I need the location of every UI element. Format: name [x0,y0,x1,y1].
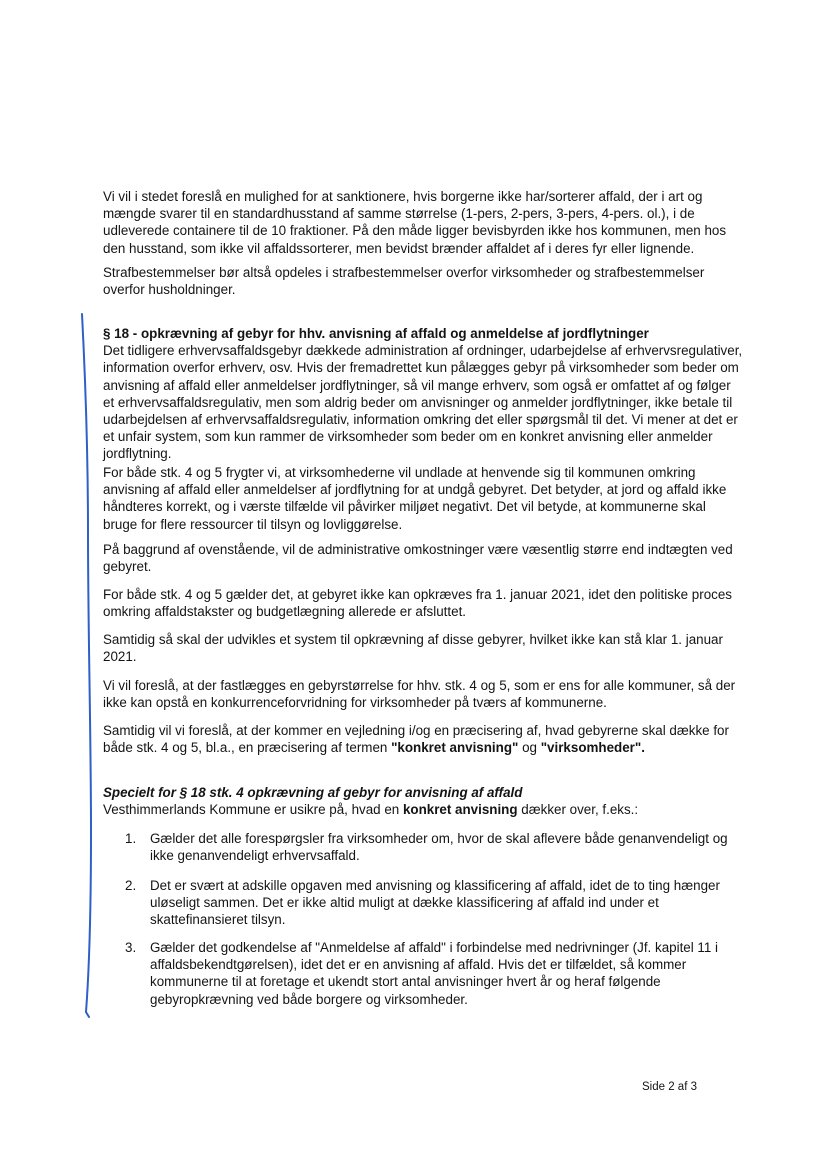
paragraph-fee-timing [103,586,743,620]
section-heading: Specielt for § 18 stk. 4 opkrævning af gebyr for anvisning af affald [103,785,523,800]
text-run: Vesthimmerlands Kommune er usikre på, hvad en [103,802,403,818]
paragraph-sanction-proposal [103,188,743,257]
section-body: Det tidligere erhvervsaffaldsgebyr dækkede administration af ordninger, udarbejdelse af erhvervsregulativer, information overfor erhverv, osv. Hvis der fremadrettet kun pålægges gebyr på virksomheder som beder om anvisning af affald eller anmeldelser jordflytninger, så vil mange erhverv, som også er omfattet af og følger et erhvervsaffaldsregulativ, men som aldrig beder om anvisninger og anmelder jordflytninger, ikke betale til udarbejdelsen af erhvervsaffaldsregulativ, information omkring det eller spørgsmål til det. Vi mener at det er et unfair system, som kun rammer de virksomheder som beder om en konkret anvisning eller anmelder jordflytning. [103,343,743,462]
bold-term: konkret anvisning [402,802,518,818]
text-run: dækker over, f.eks.: [517,802,639,818]
paragraph-text [103,722,743,756]
paragraph-text: For både stk. 4 og 5 gælder det, at gebyret ikke kan opkræves fra 1. januar 2021, idet den politiske proces omkring affaldstakster og budgetlægning allerede er afsluttet. [103,587,732,620]
list-number: 2. [125,878,137,893]
paragraph-text: Samtidig så skal der udvikles et system til opkrævning af disse gebyrer, hvilket ikke kan stå klar 1. januar 2021. [103,632,723,665]
paragraph-text: På baggrund af ovenstående, vil de administrative omkostninger være væsentlig større end indtægten ved gebyret. [103,542,733,575]
paragraph-penalty-split [103,264,743,298]
list-text: Gælder det godkendelse af "Anmeldelse af affald" i forbindelse med nedrivninger (Jf. kapitel 11 i affaldsbekendtgørelsen), idet det er en anvisning af affald. Hvis det er tilfældet, så kommer kommunerne til at foretage et ukendt stort antal anvisninger hvert år og heraf følgende gebyropkrævning ved både borgere og virksomheder. [150,940,719,1007]
list-number: 3. [125,940,137,955]
list-text: Gælder det alle forespørgsler fra virksomheder om, hvor de skal aflevere både genanvendeligt og ikke genanvendeligt erhvervsaffald. [150,831,728,864]
paragraph-stk-concern [103,464,743,533]
page-number: Side 2 af 3 [642,1081,697,1093]
bold-term: "virksomheder". [540,740,645,756]
paragraph-text: Vi vil i stedet foreslå en mulighed for at sanktionere, hvis borgerne ikke har/sorterer affald, der i art og mængde svarer til en standardhusstand af samme størrelse (1-pers, 2-pers, 3-pers, 4-pers. ol.), i de udleverede containere til de 10 fraktioner. På den måde ligger bevisbyrden ikke hos kommunen, men hos den husstand, som ikke vil affaldssorterer, men bevidst brænder affaldet af i deres fyr eller lignende. [103,189,727,256]
paragraph-guidance [103,722,743,756]
paragraph-text: Vi vil foreslå, at der fastlægges en gebyrstørrelse for hhv. stk. 4 og 5, som er ens for alle kommuner, så der ikke kan opstå en konkurrenceforvridning for virksomheder på tværs af kommunerne. [103,678,736,711]
section-intro [103,801,743,818]
paragraph-text: Strafbestemmelser bør altså opdeles i strafbestemmelser overfor virksomheder og strafbestemmelser overfor husholdninger. [103,265,705,298]
section-heading: § 18 - opkrævning af gebyr for hhv. anvisning af affald og anmeldelse af jordflytninger [103,326,649,341]
text-run: og [518,740,541,756]
paragraph-system-development [103,631,743,665]
section-18 [103,325,743,463]
margin-line-mark [78,312,102,1024]
list-number: 1. [125,831,137,846]
text-run: Samtidig vil vi foreslå, at der kommer en vejledning i/og en præcisering af, hvad gebyrerne skal dække for både stk. 4 og 5, bl.a., en præcisering af termen [103,723,729,756]
paragraph-text: For både stk. 4 og 5 frygter vi, at virksomhederne vil undlade at henvende sig til kommunen omkring anvisning af affald eller anmeldelser af jordflytning for at undgå gebyret. Det betyder, at jord og affald ikke håndteres korrekt, og i værste tilfælde vil påvirker miljøet negativt. Det vil betyde, at kommunerne skal bruge for flere ressourcer til tilsyn og lovliggørelse. [103,465,727,532]
paragraph-admin-costs [103,541,743,575]
section-18-stk-4 [103,784,743,818]
bold-term: "konkret anvisning" [391,740,519,756]
list-text: Det er svært at adskille opgaven med anvisning og klassificering af affald, idet de to ting hænger uløseligt sammen. Det er ikke altid muligt at dække klassificering af affald ind under et skattefinansieret tilsyn. [150,878,720,928]
paragraph-fee-size [103,677,743,711]
